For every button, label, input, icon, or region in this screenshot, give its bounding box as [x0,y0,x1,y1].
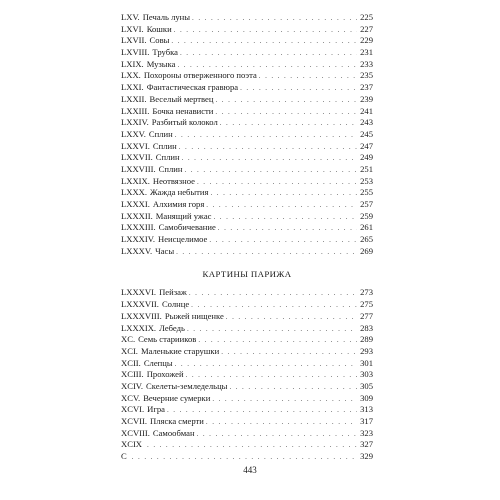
entry-number: LXV. [121,12,140,22]
entry-title: Самобичевание [158,222,216,233]
dot-leader [182,153,357,165]
toc-entry [121,164,373,176]
toc-entry [121,358,373,370]
toc-entry [121,176,373,188]
entry-page: 283 [360,322,373,333]
dot-leader [174,25,357,37]
entry-page: 235 [360,70,373,81]
dot-leader [206,200,357,212]
dot-leader [176,247,357,259]
dot-leader [226,312,357,324]
entry-number: XCIV. [121,380,144,391]
dot-leader [209,235,357,247]
entry-number: LXXXVIII. [121,310,162,321]
entry-title: Маленькие старушки [140,345,220,356]
dot-leader [189,288,357,300]
entry-title: Печаль луны [142,12,191,22]
entry-number: XCIX [121,439,143,450]
dot-leader [220,118,357,130]
entry-page: 241 [360,105,373,116]
dot-leader [212,394,357,406]
entry-page: 225 [360,12,373,22]
toc-entry [121,439,373,451]
entry-title: Сплин [152,140,177,151]
entry-title: Слепцы [143,357,173,368]
entry-title: Разбитый колокол [151,117,218,128]
entry-page: 239 [360,93,373,104]
entry-page: 273 [360,287,373,298]
toc-entry [121,94,373,106]
entry-title: Рыжей нищенке [164,310,224,321]
dot-leader [180,48,357,60]
entry-page: 269 [360,245,373,256]
dot-leader [192,13,357,25]
entry-number: LXXIV. [121,117,149,128]
dot-leader [221,347,357,359]
entry-title: Игра [147,404,165,415]
dot-leader [206,417,357,429]
toc-entry [121,12,373,24]
entry-number: LXXVI. [121,140,150,151]
entry-number: XCV. [121,392,141,403]
entry-number: XCII. [121,357,141,368]
entry-page: 323 [360,427,373,438]
dot-leader [147,440,357,452]
dot-leader [229,382,357,394]
dot-leader [197,177,357,189]
entry-number: LXXXV. [121,245,153,256]
toc-entry [121,59,373,71]
entry-number: LXIX. [121,58,144,69]
entry-page: 303 [360,369,373,380]
entry-title: Веселый мертвец [149,93,214,104]
entry-title: Фантастическая гравюра [146,82,239,93]
toc-entry [121,24,373,36]
entry-page: 309 [360,392,373,403]
entry-page: 257 [360,199,373,209]
toc-entry [121,287,373,299]
entry-number: XC. [121,334,136,345]
dot-leader [179,142,357,154]
entry-title: Бочка ненависти [152,105,214,116]
entry-title: Сплин [158,163,183,174]
entry-page: 233 [360,58,373,69]
entry-page: 275 [360,299,373,310]
toc-entry [121,404,373,416]
entry-page: 253 [360,175,373,186]
entry-number: LXXIII. [121,105,150,116]
toc-entry [121,416,373,428]
entry-number: LXXXII. [121,210,153,221]
dot-leader [175,359,357,371]
dot-leader [171,36,357,48]
toc-entry [121,152,373,164]
toc-entry [121,428,373,440]
toc-entry [121,211,373,223]
entry-number: LXXII. [121,93,147,104]
entry-title: Неотвязное [152,175,195,186]
entry-title: Пейзаж [159,287,187,298]
entry-number: LXXXI. [121,199,150,209]
toc-entry [121,246,373,258]
entry-number: LXXX. [121,187,148,198]
dot-leader [213,212,357,224]
dot-leader [175,130,357,142]
section-heading: КАРТИНЫ ПАРИЖА [202,269,292,280]
entry-page: 227 [360,23,373,34]
entry-title: Похороны отверженного поэта [143,70,257,81]
entry-title: Вечерние сумерки [143,392,211,403]
entry-page: 265 [360,234,373,245]
entry-title: Часы [155,245,175,256]
dot-leader [210,188,357,200]
entry-page: 301 [360,357,373,368]
toc-entry [121,70,373,82]
toc-entry [121,323,373,335]
dot-leader [218,223,357,235]
toc-entry [121,299,373,311]
toc-entry [121,129,373,141]
entry-title: Самообман [152,427,195,438]
entry-page: 293 [360,345,373,356]
entry-page: 255 [360,187,373,198]
entry-page: 249 [360,152,373,163]
entry-title: Сплин [155,152,180,163]
entry-page: 329 [360,451,373,462]
table-of-contents-page [121,12,373,463]
entry-number: XCI. [121,345,138,356]
entry-page: 277 [360,310,373,321]
dot-leader [240,83,357,95]
entry-number: LXXVII. [121,152,153,163]
entry-number: LXXVIII. [121,163,156,174]
entry-page: 231 [360,47,373,58]
entry-number: LXVIII. [121,47,150,58]
entry-number: LXXXIX. [121,322,157,333]
entry-title: Солнце [161,299,190,310]
toc-entry [121,393,373,405]
toc-entry [121,187,373,199]
entry-title: Семь старииков [138,334,197,345]
entry-title: Трубка [152,47,178,58]
entry-page: 313 [360,404,373,415]
entry-number: LXXV. [121,128,146,139]
entry-title: Алхимия горя [152,199,205,209]
entry-page: 251 [360,163,373,174]
entry-number: LXXXIII. [121,222,156,233]
toc-section-one [121,12,373,257]
toc-entry [121,35,373,47]
entry-number: LXXXIV. [121,234,155,245]
toc-entry [121,141,373,153]
dot-leader [197,429,357,441]
entry-number: XCVIII. [121,427,150,438]
entry-title: Жажда небытия [150,187,209,198]
entry-number: XCVI. [121,404,145,415]
page-number: 443 [243,465,257,475]
dot-leader [187,324,357,336]
entry-title: Пляска смерти [150,416,204,426]
entry-page: 247 [360,140,373,151]
entry-title: Манящий ужас [155,210,212,221]
toc-entry [121,82,373,94]
toc-entry [121,369,373,381]
entry-title: Прохожей [146,369,184,380]
entry-page: 237 [360,82,373,93]
dot-leader [215,95,357,107]
entry-title: Скелеты-земледельцы [146,380,228,391]
entry-title: Неисцелимое [157,234,208,245]
entry-number: LXXXVI. [121,287,157,298]
entry-number: LXVII. [121,35,147,46]
entry-page: 317 [360,416,373,426]
entry-page: 229 [360,35,373,46]
dot-leader [215,107,357,119]
entry-number: LXXI. [121,82,144,93]
toc-entry [121,222,373,234]
entry-number: LXX. [121,70,141,81]
dot-leader [198,335,357,347]
entry-title: Кошки [146,23,172,34]
toc-entry [121,234,373,246]
dot-leader [132,452,357,464]
entry-page: 305 [360,380,373,391]
entry-number: C [121,451,127,462]
entry-title: Лебедь [159,322,185,333]
entry-number: XCIII. [121,369,144,380]
entry-number: LXXXVII. [121,299,159,310]
entry-page: 261 [360,222,373,233]
entry-title: Совы [149,35,170,46]
toc-entry [121,334,373,346]
entry-title: Сплин [148,128,173,139]
entry-number: LXXIX. [121,175,150,186]
toc-entry [121,346,373,358]
entry-page: 289 [360,334,373,345]
entry-number: LXVI. [121,23,144,34]
toc-entry [121,381,373,393]
entry-title: Музыка [146,58,176,69]
entry-number: XCVII. [121,416,148,426]
toc-entry [121,451,373,463]
entry-page: 327 [360,439,373,450]
entry-page: 259 [360,210,373,221]
toc-entry [121,47,373,59]
toc-entry [121,106,373,118]
entry-page: 243 [360,117,373,128]
entry-page: 245 [360,128,373,139]
toc-entry [121,117,373,129]
dot-leader [259,71,357,83]
toc-section-two [121,287,373,462]
dot-leader [184,165,357,177]
toc-entry [121,311,373,323]
toc-entry [121,199,373,211]
